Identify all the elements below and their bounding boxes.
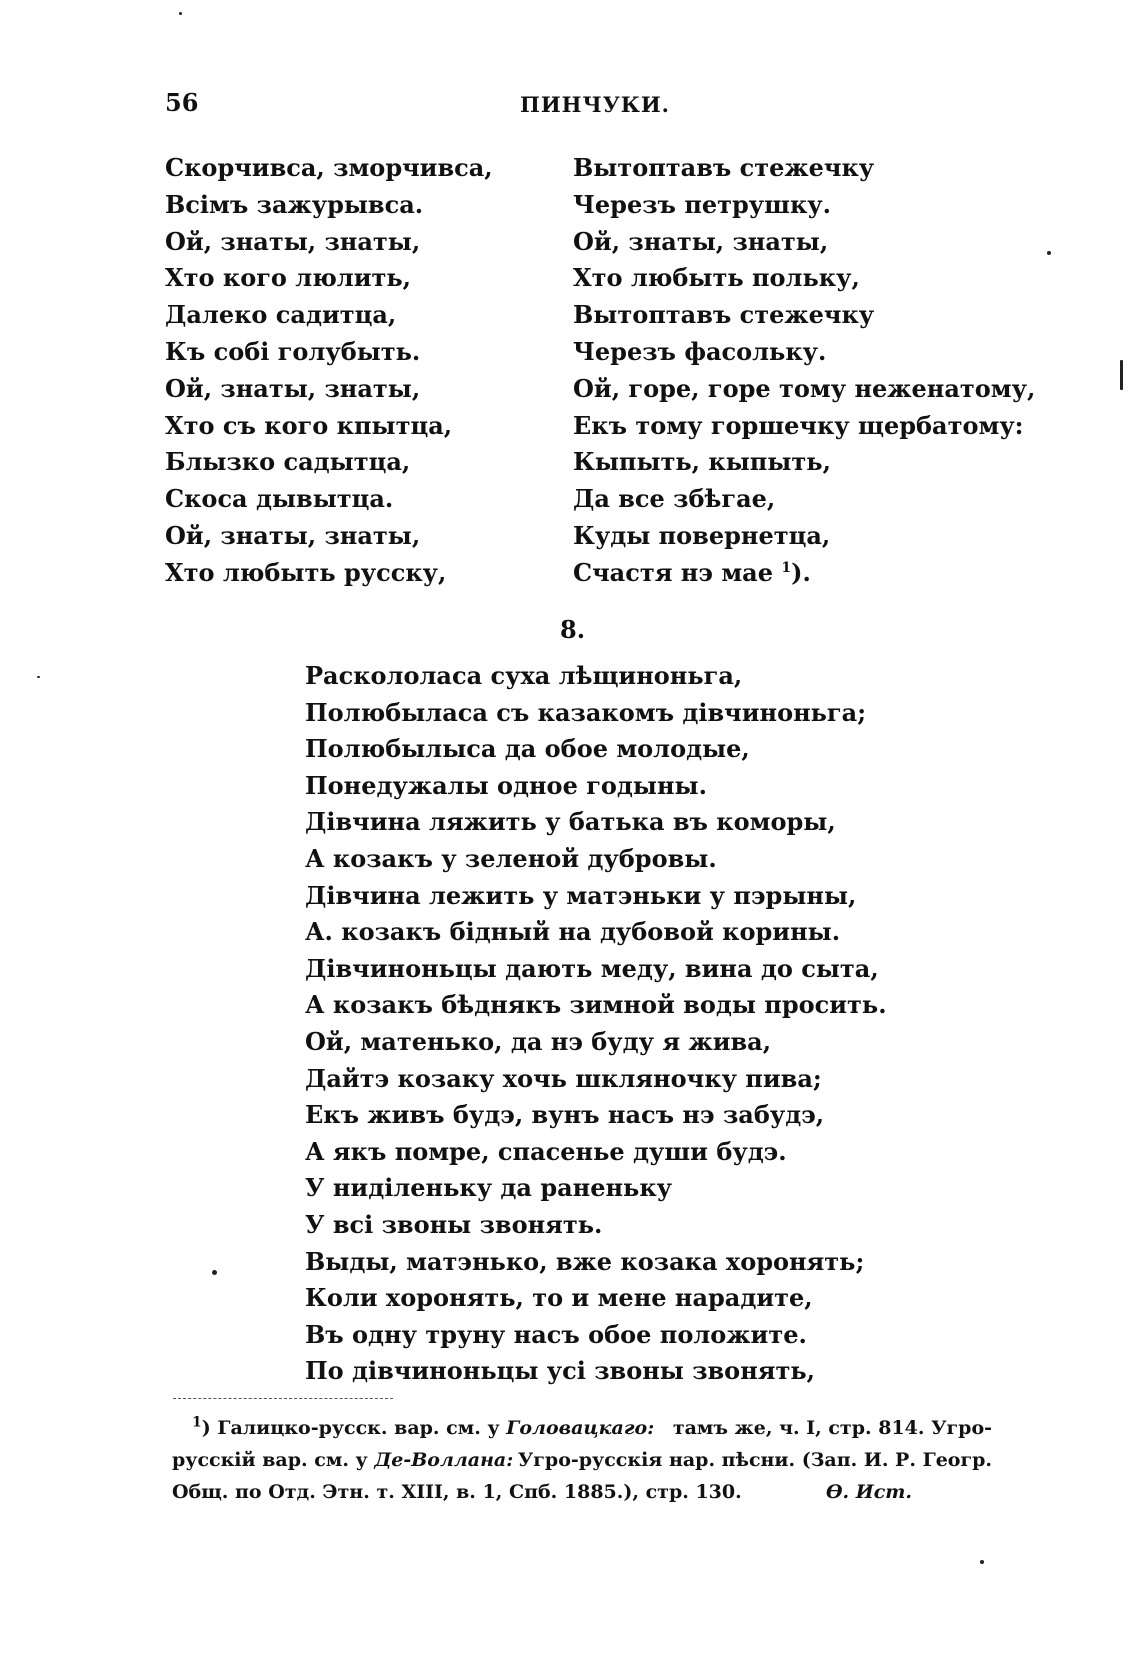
scan-speck: [212, 1270, 217, 1275]
footnote: [172, 1412, 992, 1508]
song-line: Дівчина ляжить у батька въ коморы,: [305, 807, 836, 837]
song-number: 8.: [560, 615, 586, 644]
song-line: А якъ помре, спасенье души будэ.: [305, 1136, 787, 1166]
verse-line: Черезъ петрушку.: [573, 189, 832, 219]
song-line: Полюбылыса да обое молодые,: [305, 734, 750, 764]
verse-line: Вытоптавъ стежечку: [573, 300, 875, 330]
verse-line: Кыпыть, кыпыть,: [573, 447, 831, 477]
footnote-initials: Ѳ. Ист.: [825, 1481, 912, 1503]
scan-speck: [37, 676, 40, 678]
song-line: А козакъ бѣднякъ зимной воды просить.: [305, 990, 887, 1020]
verse-line: Всімъ зажурывса.: [165, 189, 424, 219]
verse-line: Хто съ кого кпытца,: [165, 410, 453, 440]
song-8-text: [305, 658, 887, 1390]
running-head: ПИНЧУКИ.: [520, 92, 670, 117]
verse-line: Далеко садитца,: [165, 300, 397, 330]
song-line: Выды, матэнько, вже козака хоронять;: [305, 1246, 865, 1276]
verse-line-with-footnote: [573, 555, 1035, 592]
verse-line: Хто кого люлить,: [165, 263, 412, 293]
page-number: 56: [165, 88, 199, 117]
song-line: Въ одну труну насъ обое положите.: [305, 1319, 807, 1349]
song-line: Екъ живъ будэ, вунъ насъ нэ забудэ,: [305, 1100, 825, 1130]
verse-line: Вытоптавъ стежечку: [573, 153, 875, 182]
verse-line: Блызко садытца,: [165, 447, 411, 477]
song-line: Понедужалы одное годыны.: [305, 770, 707, 800]
verse-line: Ой, знаты, знаты,: [165, 520, 421, 550]
footnote-text: тамъ же, ч. I, стр. 814. Угро-: [672, 1417, 992, 1439]
verse-line: Къ собі голубыть.: [165, 336, 421, 366]
footnote-line-1: [172, 1412, 992, 1444]
song-line: Дівчиноньцы дають меду, вина до сыта,: [305, 953, 879, 983]
footnote-line-2: [172, 1444, 992, 1476]
footnote-marker: 1: [192, 1414, 202, 1431]
verse-text: Счастя нэ мае: [573, 557, 773, 587]
right-verse-column: [573, 150, 1035, 592]
song-line: Ой, матенько, да нэ буду я жива,: [305, 1026, 772, 1056]
song-line: Дівчина лежить у матэньки у пэрыны,: [305, 880, 857, 910]
song-line: У ниділеньку да раненьку: [305, 1173, 673, 1203]
song-line: У всі звоны звонять.: [305, 1209, 603, 1239]
verse-line: Скорчивса, зморчивса,: [165, 153, 493, 182]
footnote-text: русскій вар. см. у: [172, 1449, 368, 1471]
verse-line: Куды повернетца,: [573, 520, 831, 550]
song-line: Раскололаса суха лѣщиноньга,: [305, 661, 743, 690]
footnote-separator: [173, 1398, 393, 1399]
verse-line: Скоса дывытца.: [165, 484, 394, 514]
left-verse-column: [165, 150, 493, 592]
song-line: Полюбылаcа съ казакомъ дівчиноньга;: [305, 697, 867, 727]
verse-suffix: ).: [791, 557, 811, 587]
footnote-text: ) Галицко-русск. вар. см. у: [201, 1417, 500, 1439]
verse-line: Да все збѣгае,: [573, 484, 776, 514]
footnote-cited-author: Де-Воллана:: [374, 1449, 514, 1471]
footnote-cited-author: Головацкаго:: [506, 1417, 655, 1439]
song-line: А. козакъ бідный на дубовой корины.: [305, 917, 841, 947]
verse-line: Ой, знаты, знаты,: [165, 226, 421, 256]
footnote-line-3: [172, 1476, 992, 1508]
song-line: А козакъ у зеленой дубровы.: [305, 843, 717, 873]
footnote-reference[interactable]: 1: [781, 559, 792, 576]
footnote-line-2-text: [172, 1444, 513, 1476]
footnote-text: Угро-русскія нар. пѣсни. (Зап. И. Р. Геогр.: [517, 1449, 992, 1471]
verse-line: Ой, горе, горе тому неженатому,: [573, 373, 1036, 403]
verse-line: Ой, знаты, знаты,: [165, 373, 421, 403]
verse-line: Хто любыть польку,: [573, 263, 860, 293]
scan-speck: [1047, 251, 1051, 255]
verse-line: Ой, знаты, знаты,: [573, 226, 829, 256]
song-line: По дівчиноньцы усі звоны звонять,: [305, 1356, 815, 1386]
scan-speck: [980, 1560, 984, 1564]
footnote-text: Общ. по Отд. Этн. т. XIII, в. 1, Спб. 1885.), стр. 130.: [172, 1481, 742, 1503]
song-line: Дайтэ козаку хочь шкляночку пива;: [305, 1063, 822, 1093]
verse-line: Хто любыть русску,: [165, 557, 447, 587]
song-line: Коли хоронять, то и мене нарадите,: [305, 1283, 813, 1313]
verse-line: Екъ тому горшечку щербатому:: [573, 410, 1024, 440]
scan-speck: [179, 12, 182, 15]
footnote-line-1-text: [192, 1412, 654, 1444]
verse-line: Черезъ фасольку.: [573, 336, 827, 366]
scan-speck: [1120, 360, 1123, 390]
